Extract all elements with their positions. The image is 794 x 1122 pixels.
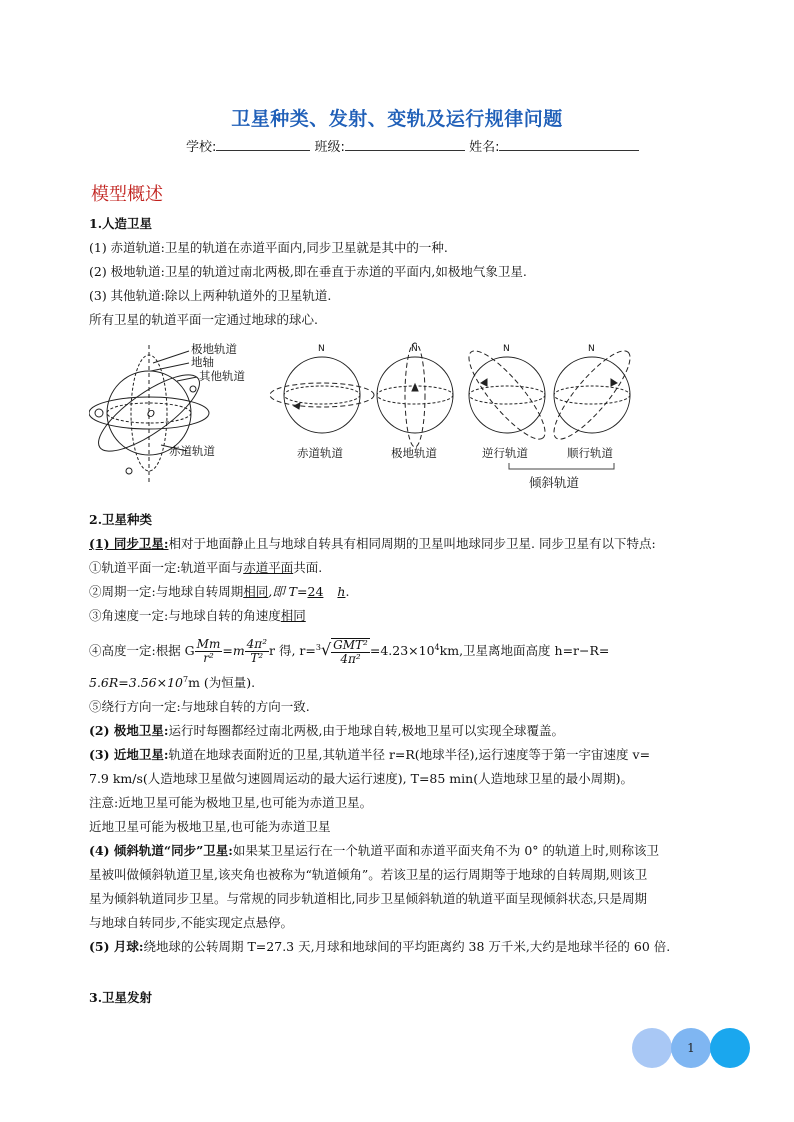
section-2	[89, 508, 735, 959]
cube-root-index: 3	[315, 643, 321, 652]
line-plane: 所有卫星的轨道平面一定通过地球的球心.	[89, 312, 318, 327]
near-earth-label: (3) 近地卫星:	[89, 747, 169, 763]
sync-satellite-label: (1) 同步卫星:	[89, 536, 169, 551]
page-number-badge	[632, 1028, 750, 1068]
north-label-1: N	[318, 344, 325, 354]
note-line-1: 注意:近地卫星可能为极地卫星,也可能为赤道卫星。	[89, 795, 373, 811]
moon-label: (5) 月球:	[89, 939, 144, 955]
line-polar: (2) 极地轨道:卫星的轨道过南北两极,即在垂直于赤道的平面内,如极地气象卫星.	[89, 264, 527, 279]
feature-height-value: =4.23×10	[369, 643, 435, 659]
feature-period: ②周期一定:与地球自转周期相同,即 T=24 h.	[89, 584, 350, 599]
feature-height-mid: r 得, r=	[269, 643, 316, 659]
polar-orbit-figure	[377, 343, 453, 447]
label-other-orbit: 其他轨道	[199, 369, 245, 383]
near-earth-satellite-cont: 7.9 km/s(人造地球卫星做匀速圆周运动的最大运行速度), T=85 min(人造地球卫星的最小周期)。	[89, 771, 633, 787]
feature-direction: ⑤绕行方向一定:与地球自转的方向一致.	[89, 699, 310, 715]
fraction-mm-r2	[195, 638, 223, 665]
feature-plane-text: ①轨道平面一定:轨道平面与	[89, 560, 244, 575]
root-sign-icon: √	[320, 640, 332, 660]
feature-height-text: ④高度一定:根据 G	[89, 643, 195, 659]
north-label-4: N	[588, 344, 595, 354]
inclined-bracket	[509, 463, 614, 469]
north-label-3: N	[503, 344, 510, 354]
name-label: 姓名:	[469, 140, 500, 155]
feature-plane-end: 共面.	[293, 560, 323, 575]
inclined-sync-text-3: 星为倾斜轨道同步卫星。与常规的同步轨道相比,同步卫星倾斜轨道的轨道平面呈现倾斜状态,只是周期	[89, 891, 647, 907]
height-result-exp: 7	[182, 675, 189, 684]
feature-height-exp: 4	[434, 643, 440, 652]
feature-period-answer: 相同	[243, 584, 269, 599]
section-3-heading: 3.卫星发射	[89, 990, 153, 1005]
page-title: 卫星种类、发射、变轨及运行规律问题	[231, 108, 563, 130]
moon-text: 绕地球的公转周期 T=27.3 天,月球和地球间的平均距离约 38 万千米,大约是地球半径的 60 倍.	[143, 939, 671, 955]
frac-num-gmt: GMT²	[333, 637, 368, 652]
school-blank[interactable]	[216, 138, 310, 151]
retrograde-orbit-figure	[459, 342, 556, 448]
label-polar-orbit: 极地轨道	[191, 342, 237, 356]
near-earth-text: 轨道在地球表面附近的卫星,其轨道半径 r=R(地球半径),运行速度等于第一宇宙速度 v=	[168, 747, 651, 763]
polar-satellite-text: 运行时每圈都经过南北两极,由于地球自转,极地卫星可以实现全球覆盖。	[168, 723, 564, 739]
fraction-gmt-4pi	[331, 638, 370, 666]
section-3	[89, 986, 735, 1010]
page-number: 1	[687, 1041, 695, 1055]
height-result-value: 5.6R=3.56×10	[89, 675, 183, 691]
height-result-end: m (为恒量).	[188, 675, 256, 691]
footer-dot-3	[710, 1028, 750, 1068]
polar-satellite	[89, 719, 735, 743]
feature-angular-answer: 相同	[280, 608, 306, 623]
feature-height-end: km,卫星离地面高度 h=r−R=	[439, 643, 610, 659]
feature-period-text: ②周期一定:与地球自转周期	[89, 584, 244, 599]
section-heading: 模型概述	[91, 184, 163, 205]
label-earth-axis: 地轴	[191, 355, 214, 369]
sync-satellite-text: 相对于地面静止且与地球自转具有相同周期的卫星叫地球同步卫星. 同步卫星有以下特点:	[168, 536, 656, 551]
feature-period-eq: ,即 T=	[268, 584, 308, 599]
line-other: (3) 其他轨道:除以上两种轨道外的卫星轨道.	[89, 288, 332, 303]
inclined-sync-text-4: 与地球自转同步,不能实现定点悬停。	[89, 915, 293, 931]
feature-plane-answer: 赤道平面	[243, 560, 294, 575]
north-label-2: N	[411, 344, 418, 354]
near-earth-satellite	[89, 743, 735, 767]
prograde-orbit-figure	[544, 342, 641, 448]
sync-satellite-intro	[89, 532, 735, 556]
feature-period-unit: h	[337, 584, 346, 599]
caption-inclined: 倾斜轨道	[529, 475, 580, 490]
name-blank[interactable]	[499, 138, 639, 151]
section-1	[89, 212, 735, 332]
frac-den-4pi: 4π²	[340, 651, 361, 666]
class-label: 班级:	[314, 140, 345, 155]
feature-angular-text: ③角速度一定:与地球自转的角速度	[89, 608, 281, 623]
feature-height-result	[89, 668, 735, 695]
equatorial-orbit-figure	[270, 357, 374, 433]
school-label: 学校:	[186, 140, 217, 155]
feature-height-eq: =m	[222, 643, 245, 659]
line-equatorial: (1) 赤道轨道:卫星的轨道在赤道平面内,同步卫星就是其中的一种.	[89, 240, 448, 255]
frac-num-4pi: 4π²	[246, 637, 268, 652]
inclined-sync-text-1: 如果某卫星运行在一个轨道平面和赤道平面夹角不为 0° 的轨道上时,则称该卫	[232, 843, 659, 859]
polar-satellite-label: (2) 极地卫星:	[89, 723, 169, 739]
fraction-4pi-t2	[245, 638, 269, 665]
frac-den-t2: T²	[250, 651, 264, 666]
section-2-heading: 2.卫星种类	[89, 512, 153, 527]
caption-retrograde: 逆行轨道	[482, 446, 528, 460]
note-line-2: 近地卫星可能为极地卫星,也可能为赤道卫星	[89, 819, 331, 835]
feature-angular	[89, 604, 735, 628]
inclined-sync-text-2: 星被叫做倾斜轨道卫星,该夹角也被称为“轨道倾角”。若该卫星的运行周期等于地球的自转周期,则该卫	[89, 867, 648, 883]
feature-height	[89, 628, 735, 668]
caption-polar: 极地轨道	[391, 446, 437, 460]
orbit-diagram	[89, 333, 649, 493]
footer-dot-2	[671, 1028, 711, 1068]
caption-equatorial: 赤道轨道	[297, 446, 343, 460]
class-blank[interactable]	[345, 138, 465, 151]
label-equator-orbit: 赤道轨道	[169, 444, 215, 458]
footer-dot-1	[632, 1028, 672, 1068]
frac-num-mm: Mm	[196, 637, 221, 652]
inclined-sync-satellite	[89, 839, 735, 863]
moon-line	[89, 935, 735, 959]
info-line	[186, 136, 639, 155]
label-center: O	[147, 409, 155, 420]
section-1-heading: 1.人造卫星	[89, 216, 153, 231]
inclined-sync-label: (4) 倾斜轨道“同步”卫星:	[89, 843, 233, 859]
frac-den-r2: r²	[203, 651, 214, 666]
feature-plane	[89, 556, 735, 580]
feature-period-value: 24	[307, 584, 324, 599]
caption-prograde: 顺行轨道	[567, 446, 613, 460]
